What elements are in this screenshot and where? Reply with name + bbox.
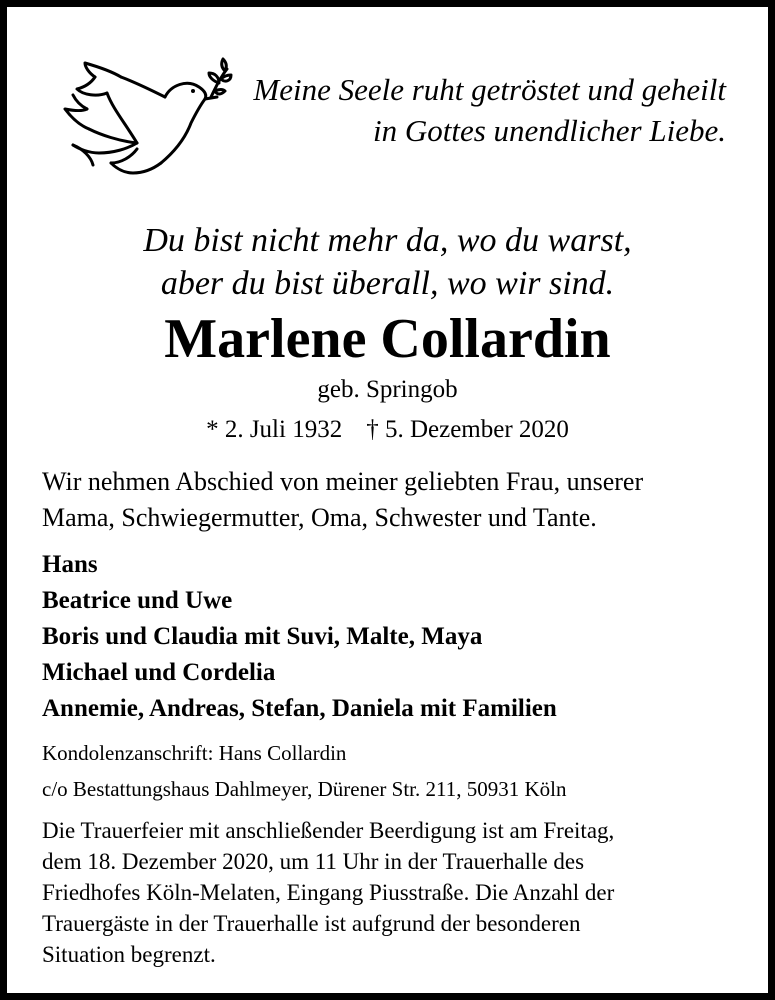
- motto: [253, 69, 726, 151]
- death-date: † 5. Dezember 2020: [366, 416, 569, 443]
- life-dates: [7, 414, 768, 446]
- motto-line: Meine Seele ruht getröstet und geheilt: [253, 72, 726, 107]
- farewell-line: Wir nehmen Abschied von meiner geliebten Frau, unserer: [42, 467, 644, 496]
- dove-icon: [49, 53, 234, 181]
- birth-date: * 2. Juli 1932: [206, 416, 343, 443]
- mourner-entry: Michael und Cordelia: [42, 659, 276, 686]
- condolence-line: c/o Bestattungshaus Dahlmeyer, Dürener Str. 211, 50931 Köln: [42, 777, 567, 801]
- mourner-entry: Hans: [42, 551, 98, 578]
- mourners-list: [42, 547, 557, 727]
- verse: [7, 219, 768, 305]
- birth-name: geb. Springob: [317, 376, 458, 403]
- funeral-service-info: [42, 815, 743, 970]
- mourner-entry: Annemie, Andreas, Stefan, Daniela mit Familien: [42, 695, 557, 722]
- deceased-name: Marlene Collardin: [164, 308, 611, 370]
- condolence-line: Kondolenzanschrift: Hans Collardin: [42, 741, 347, 765]
- service-line: dem 18. Dezember 2020, um 11 Uhr in der Trauerhalle des: [42, 849, 585, 874]
- motto-line: in Gottes unendlicher Liebe.: [373, 113, 726, 148]
- verse-line: Du bist nicht mehr da, wo du warst,: [143, 222, 632, 259]
- service-line: Die Trauerfeier mit anschließender Beerdigung ist am Freitag,: [42, 818, 615, 843]
- mourner-entry: Boris und Claudia mit Suvi, Malte, Maya: [42, 623, 483, 650]
- mourner-entry: Beatrice und Uwe: [42, 587, 233, 614]
- verse-line: aber du bist überall, wo wir sind.: [160, 265, 615, 302]
- farewell-text: [42, 464, 743, 536]
- farewell-line: Mama, Schwiegermutter, Oma, Schwester und Tante.: [42, 503, 597, 532]
- service-line: Trauergäste in der Trauerhalle ist aufgrund der besonderen: [42, 911, 581, 936]
- condolence-address: [42, 735, 566, 807]
- service-line: Situation begrenzt.: [42, 942, 216, 967]
- service-line: Friedhofes Köln-Melaten, Eingang Piusstraße. Die Anzahl der: [42, 880, 615, 905]
